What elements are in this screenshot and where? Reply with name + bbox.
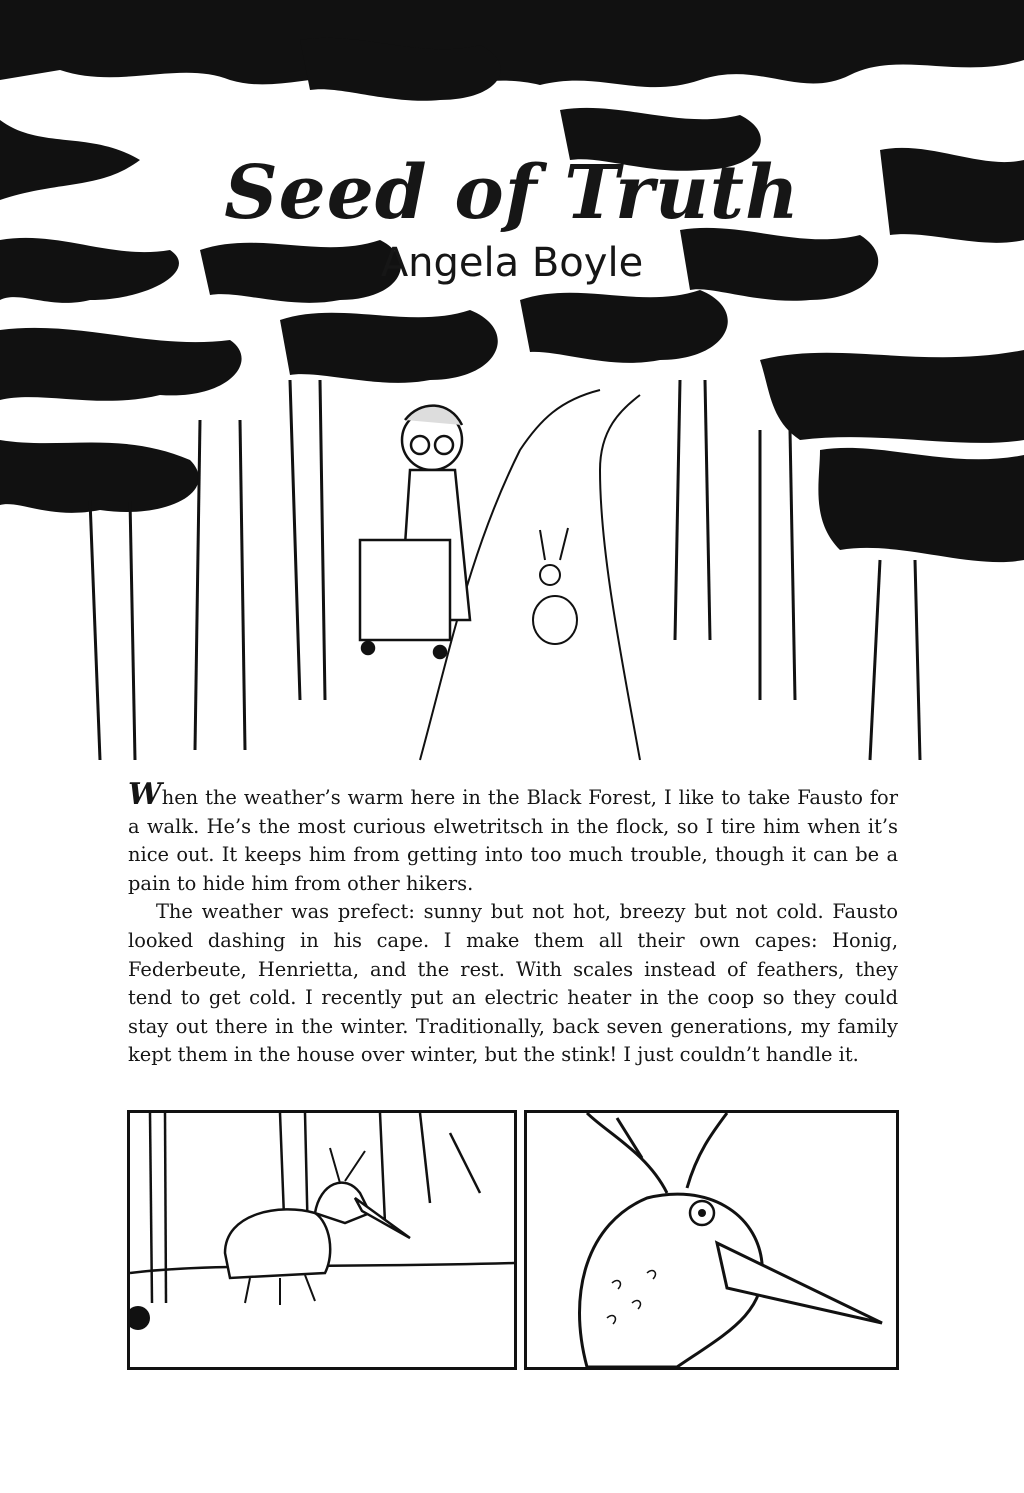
story-paragraph-1 — [128, 777, 898, 898]
paragraph-1-text: hen the weather’s warm here in the Black Forest, I like to take Fausto for a walk. He’s the most curious elwetritsch in the flock, so I tire him when it’s nice out. It keeps him from getting into too much trouble, though it can be a pain to hide him from other hikers. — [128, 786, 898, 895]
story-paragraph-2: The weather was prefect: sunny but not hot, breezy but not cold. Fausto looked dashing in his cape. I make them all their own capes: Honig, Federbeute, Henrietta, and the rest. With scales instead of feathers, they tend to get cold. I recently put an electric heater in the coop so they could stay out there in the winter. Traditionally, back seven generations, my family kept them in the house over winter, but the stink! I just couldn’t handle it. — [128, 900, 898, 1067]
drop-cap: W — [128, 777, 162, 812]
comic-panels — [127, 1110, 899, 1370]
comic-panel-right — [524, 1110, 899, 1370]
tree-trunks — [90, 380, 920, 760]
elwetritsch-creature — [533, 528, 577, 644]
title-block — [0, 150, 1024, 286]
story-author: Angela Boyle — [380, 240, 644, 286]
comic-panel-left — [127, 1110, 517, 1370]
panel-creature-closeup — [527, 1113, 896, 1367]
story-title: Seed of Truth — [224, 150, 800, 236]
old-woman-with-walker — [360, 406, 470, 658]
panel-creature-walking — [130, 1113, 514, 1367]
story-text — [128, 777, 898, 1070]
